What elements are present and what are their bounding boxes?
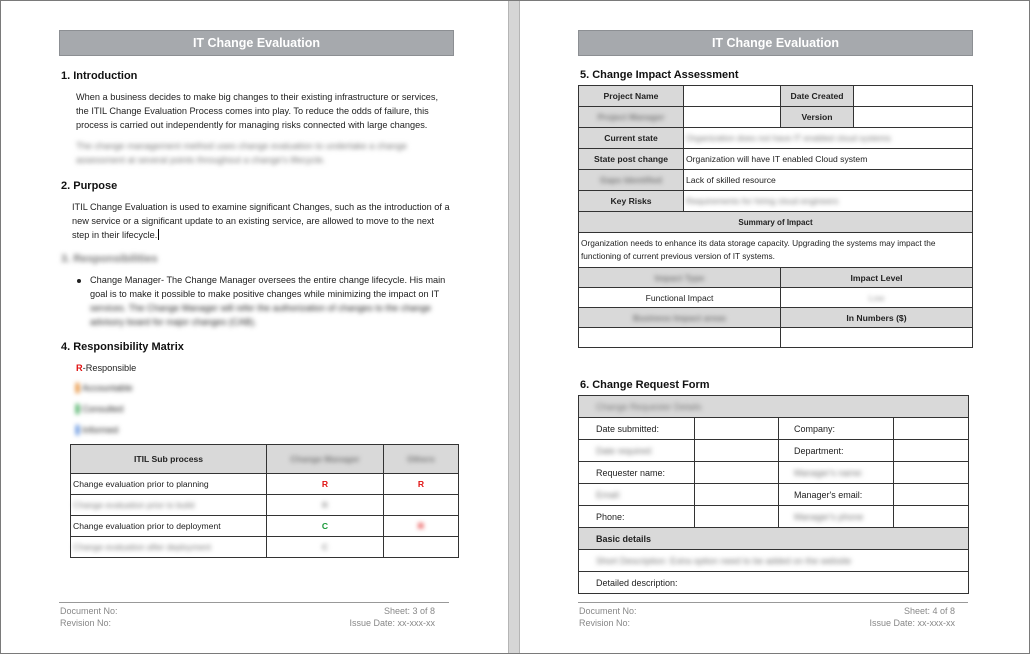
table-row (579, 107, 973, 128)
table-row (579, 268, 973, 288)
text-line: services. The Change Manager will refer the authorization of changes to the change (90, 303, 431, 313)
text-line: Organization needs to enhance its data storage capacity. Upgrading the systems may impact the (581, 238, 936, 248)
responsibility-bullet (90, 273, 445, 301)
table-row (579, 128, 973, 149)
functional-impact-cell: Functional Impact (579, 288, 781, 308)
basic-details-header: Basic details (579, 528, 969, 550)
footer-right (349, 605, 435, 629)
section-heading-impact-assessment: 5. Change Impact Assessment (580, 69, 739, 81)
text-line: When a business decides to make big changes to their existing infrastructure or services, (76, 92, 439, 102)
legend-text: -Responsible (82, 363, 137, 373)
cell-text: Manager's name: (794, 467, 864, 478)
cell-text: Manager's phone (794, 511, 864, 522)
legend-letter: R (76, 363, 83, 373)
cell-text: Email: (596, 489, 622, 500)
short-description-row (579, 550, 969, 572)
others-cell (384, 516, 459, 537)
project-manager-value (684, 107, 781, 128)
managers-name-value[interactable] (894, 462, 969, 484)
project-name-label: Project Name (579, 86, 684, 107)
text-line: process is carried out independently for managing risks connected with large changes. (76, 120, 428, 130)
date-submitted-value[interactable] (695, 418, 779, 440)
impact-type-header (579, 268, 781, 288)
legend-text: Consulted (76, 404, 123, 414)
cell-text: Date required: (596, 445, 654, 456)
business-impact-value (579, 328, 781, 348)
table-row (579, 462, 969, 484)
cell-text: Impact Type (654, 272, 705, 283)
email-value[interactable] (695, 484, 779, 506)
date-required-label (579, 440, 695, 462)
email-label (579, 484, 695, 506)
version-label: Version (781, 107, 854, 128)
cell-text: R (321, 500, 329, 510)
revision-no-label: Revision No: (579, 618, 631, 628)
text-line (72, 228, 450, 242)
document-page-3 (1, 1, 508, 653)
footer-divider (59, 602, 449, 603)
issue-date: Issue Date: xx-xxx-xx (869, 618, 955, 628)
footer-left (579, 605, 637, 629)
requester-details-header (579, 396, 969, 418)
table-row (579, 328, 973, 348)
summary-of-impact-header: Summary of Impact (579, 212, 973, 233)
department-label: Department: (779, 440, 894, 462)
state-post-change-label: State post change (579, 149, 684, 170)
column-header-others (384, 445, 459, 474)
footer-divider (578, 602, 968, 603)
in-numbers-value (781, 328, 973, 348)
table-row (71, 516, 459, 537)
introduction-blurred-paragraph (76, 139, 407, 167)
legend-responsible (76, 363, 136, 373)
text-line: assessment at several points throughout a change's lifecycle. (76, 155, 326, 165)
cell-text: Business Impact areas (632, 312, 727, 323)
date-submitted-label: Date submitted: (579, 418, 695, 440)
table-row (579, 440, 969, 462)
table-row (579, 572, 969, 594)
introduction-paragraph (76, 90, 438, 132)
page-gutter (508, 1, 520, 653)
table-row (579, 191, 973, 212)
change-request-form-table (578, 395, 969, 594)
legend-informed (76, 425, 118, 435)
responsibility-matrix-table (70, 444, 459, 558)
legend-accountable (76, 383, 133, 393)
text-line: new service or a significant update to an existing service, are allowed to move to the next (72, 216, 435, 226)
footer-right (869, 605, 955, 629)
table-row (579, 396, 969, 418)
sheet-number: Sheet: 3 of 8 (383, 606, 435, 616)
document-page-4 (520, 1, 1029, 653)
column-header-change-manager (267, 445, 384, 474)
table-row (579, 484, 969, 506)
department-value[interactable] (894, 440, 969, 462)
section-heading-purpose: 2. Purpose (61, 180, 118, 192)
impact-assessment-table (578, 85, 973, 348)
header-text: Others (407, 454, 435, 464)
table-row (579, 506, 969, 528)
legend-text: Accountable (76, 383, 133, 393)
manager-cell: C (267, 516, 384, 537)
legend-text: Informed (76, 425, 118, 435)
business-impact-header (579, 308, 781, 328)
others-cell (384, 495, 459, 516)
summary-of-impact-text (579, 233, 973, 268)
footer-left (60, 605, 118, 629)
cell-text: C (321, 542, 329, 552)
phone-label: Phone: (579, 506, 695, 528)
sub-process-cell: Change evaluation prior to deployment (71, 516, 267, 537)
cell-text: Change evaluation prior to build (73, 500, 195, 510)
section-heading-introduction: 1. Introduction (61, 70, 138, 82)
responsibility-bullet-dot (77, 273, 81, 287)
cell-text: Organization does not have IT enabled cloud systems (686, 133, 891, 143)
legend-consulted (76, 404, 123, 414)
state-post-change-value: Organization will have IT enabled Cloud system (684, 149, 973, 170)
table-row (579, 170, 973, 191)
company-label: Company: (779, 418, 894, 440)
in-numbers-header: In Numbers ($) (781, 308, 973, 328)
text-cursor (158, 229, 159, 240)
cell-text: R (417, 521, 425, 531)
cell-text: Change evaluation after deployment (73, 542, 212, 552)
key-risks-label: Key Risks (579, 191, 684, 212)
text-line: functioning of current previous version of IT systems. (581, 251, 775, 261)
text-line-content: step in their lifecycle. (72, 230, 158, 240)
gaps-identified-label (579, 170, 684, 191)
date-created-label: Date Created (781, 86, 854, 107)
table-header-row (71, 445, 459, 474)
text-line: goal is to make it possible to make positive changes while minimizing the impact on IT (90, 289, 440, 299)
text-line: Change Manager- The Change Manager oversees the entire change lifecycle. His main (90, 275, 446, 285)
phone-value[interactable] (695, 506, 779, 528)
sub-process-cell (71, 495, 267, 516)
responsibility-bullet-blurred (90, 301, 431, 329)
cell-text: Gaps Identified (599, 175, 663, 185)
date-required-value[interactable] (695, 440, 779, 462)
company-value[interactable] (894, 418, 969, 440)
cell-text: Project Manager (597, 112, 665, 122)
section-heading-change-request-form: 6. Change Request Form (580, 379, 710, 391)
manager-cell: R (267, 474, 384, 495)
table-row (579, 528, 969, 550)
cell-text: Low (868, 292, 885, 303)
table-row (579, 212, 973, 233)
impact-level-cell (781, 288, 973, 308)
document-no-label: Document No: (60, 606, 118, 616)
sub-process-cell (71, 537, 267, 558)
text-line: ITIL Change Evaluation is used to examine significant Changes, such as the introduction of a (72, 202, 450, 212)
requester-name-value[interactable] (695, 462, 779, 484)
key-risks-value (684, 191, 973, 212)
detailed-description-label: Detailed description: (579, 572, 969, 594)
cell-text: Requirements for hiring cloud engineers (686, 196, 839, 206)
project-manager-label (579, 107, 684, 128)
table-row (579, 288, 973, 308)
table-row (579, 149, 973, 170)
text-line: advisory board for major changes (CAB). (90, 317, 257, 327)
page-header-title: IT Change Evaluation (59, 30, 454, 56)
text-line: The change management method uses change evaluation to undertake a change (76, 141, 407, 151)
cell-text: Change Requester Details (596, 401, 702, 412)
cell-text: Short Description: Extra option need to be added on the website (596, 555, 852, 566)
managers-phone-value[interactable] (894, 506, 969, 528)
managers-email-value[interactable] (894, 484, 969, 506)
header-text: Change Manager (290, 454, 360, 464)
sub-process-cell: Change evaluation prior to planning (71, 474, 267, 495)
issue-date: Issue Date: xx-xxx-xx (349, 618, 435, 628)
table-row (71, 495, 459, 516)
table-row (579, 308, 973, 328)
text-line: the ITIL Change Evaluation Process comes into play. To reduce the odds of failure, this (76, 106, 429, 116)
table-row (579, 86, 973, 107)
date-created-value (854, 86, 973, 107)
managers-phone-label (779, 506, 894, 528)
sheet-number: Sheet: 4 of 8 (903, 606, 955, 616)
revision-no-label: Revision No: (60, 618, 112, 628)
column-header-sub-process: ITIL Sub process (71, 445, 267, 474)
managers-email-label: Manager's email: (779, 484, 894, 506)
impact-level-header: Impact Level (781, 268, 973, 288)
current-state-label: Current state (579, 128, 684, 149)
manager-cell (267, 537, 384, 558)
manager-cell (267, 495, 384, 516)
table-row (71, 537, 459, 558)
version-value (854, 107, 973, 128)
table-row (71, 474, 459, 495)
project-name-value (684, 86, 781, 107)
section-heading-responsibility-matrix: 4. Responsibility Matrix (61, 341, 184, 353)
document-no-label: Document No: (579, 606, 637, 616)
purpose-paragraph (72, 200, 450, 242)
section-heading-responsibilities: 3. Responsibilities (61, 253, 158, 265)
managers-name-label (779, 462, 894, 484)
gaps-identified-value: Lack of skilled resource (684, 170, 973, 191)
requester-name-label: Requester name: (579, 462, 695, 484)
others-cell: R (384, 474, 459, 495)
others-cell (384, 537, 459, 558)
page-header-title: IT Change Evaluation (578, 30, 973, 56)
table-row (579, 233, 973, 268)
table-row (579, 418, 969, 440)
table-row (579, 550, 969, 572)
current-state-value (684, 128, 973, 149)
